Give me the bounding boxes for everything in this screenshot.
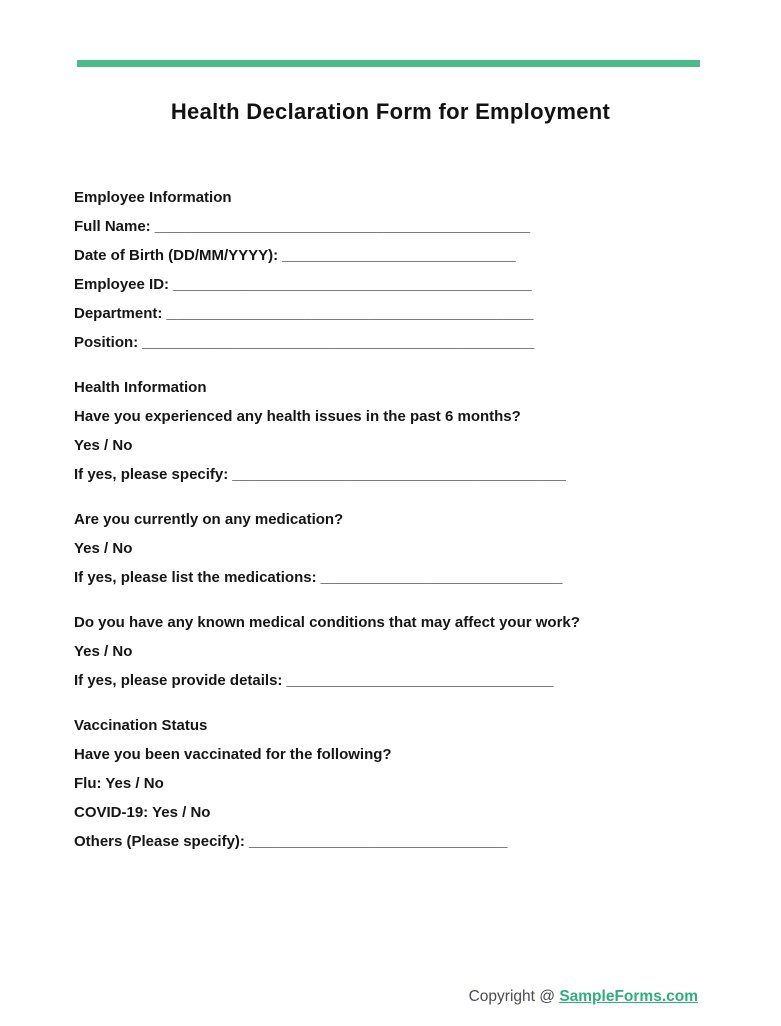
section-employee-information xyxy=(74,183,711,357)
field-label: Department: xyxy=(74,305,163,322)
vaccination-status-heading: Vaccination Status xyxy=(74,717,208,734)
blank-line: ____________________________ xyxy=(282,247,516,264)
vaccination-intro: Have you been vaccinated for the following? xyxy=(74,746,392,763)
section-health-information xyxy=(74,373,711,489)
field-label: Others (Please specify): xyxy=(74,833,245,850)
field-department xyxy=(74,299,711,328)
field-employee-id xyxy=(74,270,711,299)
health-information-heading: Health Information xyxy=(74,379,207,396)
question-medical-conditions-block xyxy=(74,608,711,695)
blank-line: _____________________________ xyxy=(320,569,563,586)
field-label: Date of Birth (DD/MM/YYYY): xyxy=(74,247,279,264)
field-full-name xyxy=(74,212,711,241)
field-label: If yes, please provide details: xyxy=(74,672,283,689)
footer xyxy=(469,987,698,1007)
field-label: Full Name: xyxy=(74,218,151,235)
field-label: If yes, please list the medications: xyxy=(74,569,317,586)
sampleforms-link[interactable]: SampleForms.com xyxy=(559,988,698,1005)
blank-line: _______________________________________________ xyxy=(142,334,535,351)
field-label: Position: xyxy=(74,334,139,351)
yes-no-options: Yes / No xyxy=(74,643,133,660)
field-label: If yes, please specify: xyxy=(74,466,229,483)
field-list-medications xyxy=(74,563,711,592)
field-position xyxy=(74,328,711,357)
copyright-text: Copyright @ xyxy=(468,988,555,1005)
field-label: Employee ID: xyxy=(74,276,170,293)
section-vaccination-status xyxy=(74,711,711,856)
blank-line: ________________________________________ xyxy=(232,466,566,483)
blank-line: ___________________________________________ xyxy=(173,276,532,293)
yes-no-options: Yes / No xyxy=(74,437,133,454)
top-accent-bar xyxy=(77,60,700,67)
question-medical-conditions: Do you have any known medical conditions that may affect your work? xyxy=(74,614,580,631)
vaccination-item-flu: Flu: Yes / No xyxy=(74,775,164,792)
question-medication: Are you currently on any medication? xyxy=(74,511,344,528)
field-date-of-birth xyxy=(74,241,711,270)
form-body xyxy=(0,183,781,856)
blank-line: _______________________________ xyxy=(248,833,508,850)
field-others-specify xyxy=(74,827,711,856)
employee-information-heading: Employee Information xyxy=(74,189,232,206)
field-specify xyxy=(74,460,711,489)
vaccination-item-covid19: COVID-19: Yes / No xyxy=(74,804,211,821)
blank-line: _____________________________________________ xyxy=(154,218,531,235)
field-provide-details xyxy=(74,666,711,695)
form-title: Health Declaration Form for Employment xyxy=(170,99,611,124)
blank-line: ________________________________ xyxy=(286,672,554,689)
question-medication-block xyxy=(74,505,711,592)
blank-line: ____________________________________________ xyxy=(166,305,534,322)
yes-no-options: Yes / No xyxy=(74,540,133,557)
question-health-issues: Have you experienced any health issues in the past 6 months? xyxy=(74,408,521,425)
